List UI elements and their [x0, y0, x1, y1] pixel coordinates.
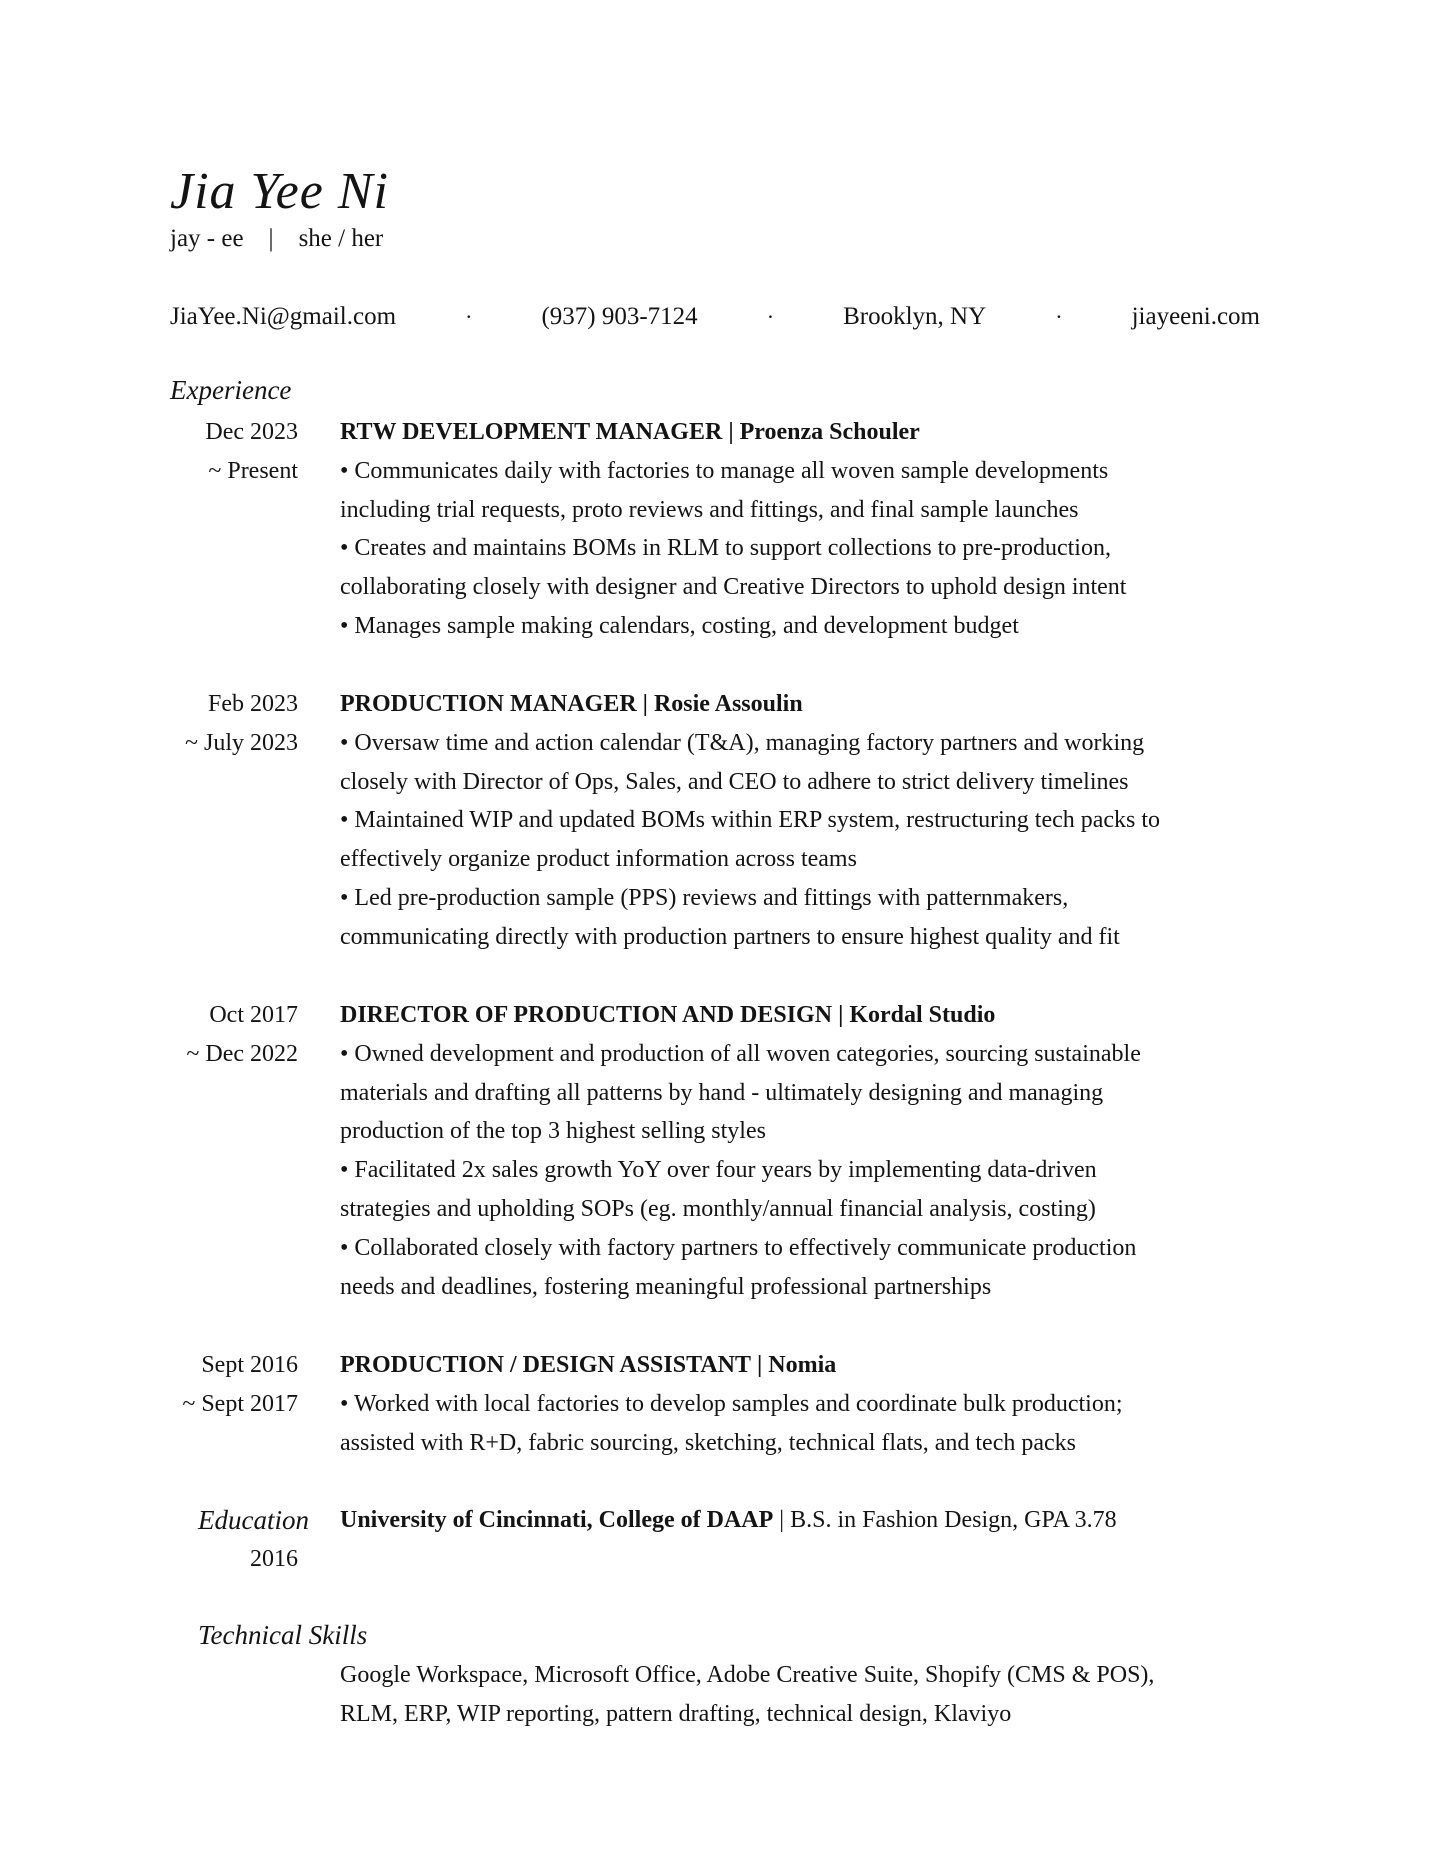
job-dates: [186, 996, 298, 1074]
date-end: ~ Present: [208, 457, 298, 484]
job-entry: [340, 1346, 1320, 1462]
job-heading: [340, 413, 1320, 452]
company-name: | Rosie Assoulin: [642, 691, 803, 717]
job-entry: [340, 685, 1320, 957]
resume-name: Jia Yee Ni: [170, 163, 389, 220]
job-text-line: strategies and upholding SOPs (eg. monthly/annual financial analysis, costing): [340, 1195, 1096, 1222]
company-name: | Nomia: [757, 1352, 837, 1378]
job-text-line: closely with Director of Ops, Sales, and CEO to adhere to strict delivery timelines: [340, 768, 1129, 795]
job-entry: [340, 413, 1320, 646]
job-text-line: assisted with R+D, fabric sourcing, sketching, technical flats, and tech packs: [340, 1429, 1076, 1456]
education-entry: [340, 1501, 1320, 1540]
job-text-line: • Worked with local factories to develop samples and coordinate bulk production;: [340, 1390, 1123, 1417]
job-text-line: communicating directly with production partners to ensure highest quality and fit: [340, 923, 1120, 950]
job-text-line: needs and deadlines, fostering meaningful professional partnerships: [340, 1273, 992, 1300]
separator-dot: ·: [465, 304, 473, 329]
job-dates: [185, 685, 298, 763]
job-text-line: • Led pre-production sample (PPS) reviews and fittings with patternmakers,: [340, 884, 1069, 911]
website-link[interactable]: jiayeeni.com: [1131, 303, 1260, 330]
separator-dot: ·: [766, 304, 775, 329]
skills-section-label: Technical Skills: [198, 1620, 368, 1650]
company-name: | Kordal Studio: [838, 1002, 996, 1028]
education-section-label: Education: [198, 1505, 309, 1535]
job-text-line: collaborating closely with designer and Creative Directors to uphold design intent: [340, 574, 1127, 601]
job-text-line: • Maintained WIP and updated BOMs within ERP system, restructuring tech packs to: [340, 807, 1161, 834]
job-heading: [340, 685, 1320, 724]
date-start: Dec 2023: [205, 419, 298, 445]
job-text-line: production of the top 3 highest selling styles: [340, 1118, 766, 1145]
job-title: DIRECTOR OF PRODUCTION AND DESIGN: [340, 1002, 833, 1028]
job-title: RTW DEVELOPMENT MANAGER: [340, 419, 723, 445]
job-dates: [182, 1346, 298, 1424]
skills-entry: [340, 1656, 1320, 1734]
date-end: ~ Dec 2022: [186, 1040, 298, 1067]
job-text-line: • Collaborated closely with factory partners to effectively communicate production: [340, 1234, 1137, 1261]
job-title: PRODUCTION / DESIGN ASSISTANT: [340, 1352, 751, 1378]
job-text-line: • Communicates daily with factories to manage all woven sample developments: [340, 457, 1109, 484]
location: Brooklyn, NY: [843, 303, 987, 330]
date-end: ~ Sept 2017: [182, 1390, 298, 1417]
date-start: Oct 2017: [209, 1002, 298, 1028]
education-year: 2016: [250, 1546, 298, 1572]
date-end: ~ July 2023: [185, 729, 298, 756]
job-text-line: • Oversaw time and action calendar (T&A), managing factory partners and working: [340, 729, 1145, 756]
school-name: University of Cincinnati, College of DAAP: [340, 1507, 774, 1533]
company-name: | Proenza Schouler: [728, 419, 920, 445]
phone-number: (937) 903-7124: [541, 303, 698, 330]
education-line: [340, 1501, 1320, 1540]
separator-dot: ·: [1055, 304, 1063, 329]
job-heading: [340, 996, 1320, 1035]
job-text-line: materials and drafting all patterns by hand - ultimately designing and managing: [340, 1079, 1104, 1106]
skills-text-line: RLM, ERP, WIP reporting, pattern drafting, technical design, Klaviyo: [340, 1700, 1012, 1727]
contact-bar: [170, 302, 1260, 332]
job-text-line: • Manages sample making calendars, costing, and development budget: [340, 612, 1019, 639]
job-text-line: • Creates and maintains BOMs in RLM to support collections to pre-production,: [340, 535, 1111, 562]
email-link[interactable]: JiaYee.Ni@gmail.com: [170, 303, 397, 330]
experience-section-label: Experience: [170, 375, 292, 405]
job-text-line: effectively organize product information across teams: [340, 846, 857, 873]
skills-text-line: Google Workspace, Microsoft Office, Adobe Creative Suite, Shopify (CMS & POS),: [340, 1662, 1155, 1688]
job-entry: [340, 996, 1320, 1306]
job-text-line: including trial requests, proto reviews and fittings, and final sample launches: [340, 496, 1079, 523]
job-dates: [205, 413, 298, 491]
job-text-line: • Facilitated 2x sales growth YoY over four years by implementing data-driven: [340, 1157, 1097, 1184]
job-heading: [340, 1346, 1320, 1385]
job-title: PRODUCTION MANAGER: [340, 691, 637, 717]
date-start: Sept 2016: [201, 1352, 298, 1378]
pronunciation-pronouns: jay - ee | she / her: [170, 225, 384, 252]
degree: | B.S. in Fashion Design, GPA 3.78: [779, 1507, 1117, 1533]
job-text-line: • Owned development and production of all woven categories, sourcing sustainable: [340, 1040, 1141, 1067]
date-start: Feb 2023: [208, 691, 298, 717]
